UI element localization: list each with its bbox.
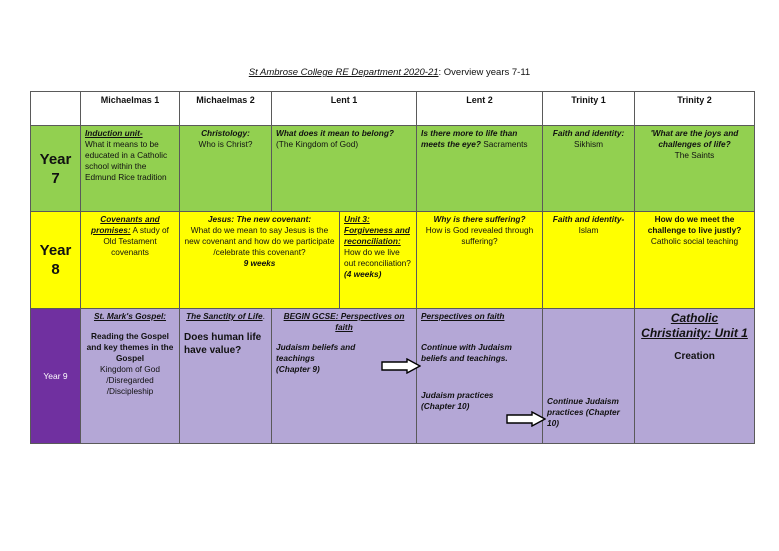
year-9-l2-text-a: Continue with Judaism beliefs and teachings. — [421, 342, 512, 363]
year-7-michaelmas-1 — [81, 126, 180, 212]
year-9-michaelmas-2 — [180, 309, 272, 444]
year-8-label-number: 8 — [51, 261, 60, 278]
year-9-l1-text-a: Judaism beliefs and teachings — [276, 342, 356, 363]
year-8-label-word: Year — [39, 242, 72, 259]
year-7-l1-title: What does it mean to belong? — [276, 128, 394, 138]
year-9-m1-title: St. Mark's Gospel: — [93, 311, 167, 321]
year-8-l1-weeks: (4 weeks) — [344, 269, 382, 279]
year-7-label — [31, 126, 81, 212]
document-title — [0, 67, 779, 79]
year-8-t1-title: Faith and identity- — [552, 214, 625, 224]
year-8-m2-title: Jesus: The new covenant: — [207, 214, 312, 224]
header-corner — [31, 92, 81, 126]
year-8-m2-weeks: 9 weeks — [243, 258, 276, 268]
overview-table — [30, 91, 755, 444]
header-trinity-2: Trinity 2 — [635, 92, 755, 126]
header-row — [31, 92, 755, 126]
year-7-label-word: Year — [39, 150, 72, 168]
year-8-l2-title: Why is there suffering? — [433, 214, 526, 224]
header-michaelmas-1: Michaelmas 1 — [81, 92, 180, 126]
year-7-m2-title: Christology: — [201, 128, 250, 138]
year-8-l1-title: Unit 3: Forgiveness and reconciliation: — [344, 214, 410, 246]
year-8-trinity-1 — [543, 212, 635, 309]
document-title-suffix: : Overview years 7-11 — [438, 67, 531, 78]
year-9-l2-title: Perspectives on faith — [421, 311, 505, 321]
year-8-t2-text: Catholic social teaching — [650, 236, 739, 246]
right-arrow-icon — [506, 411, 546, 427]
year-7-t2-title: 'What are the joys and challenges of life? — [650, 128, 739, 149]
year-9-lent-1 — [272, 309, 417, 444]
year-9-m2-title-dot: . — [262, 311, 265, 321]
year-7-l2-title: Is there more to life than meets the eye? — [421, 128, 518, 149]
year-9-row — [31, 309, 755, 444]
year-7-l1-text: (The Kingdom of God) — [276, 139, 359, 149]
year-9-l1-text-b: (Chapter 9) — [276, 364, 320, 374]
year-7-row — [31, 126, 755, 212]
year-8-row — [31, 212, 755, 309]
year-8-label — [31, 212, 81, 309]
year-7-m1-text: What it means to be educated in a Catholic school within the Edmund Rice tradition — [85, 139, 168, 182]
header-michaelmas-2: Michaelmas 2 — [180, 92, 272, 126]
year-8-lent-1 — [340, 212, 417, 309]
year-8-michaelmas-2 — [180, 212, 340, 309]
year-9-t2-text: Creation — [674, 351, 715, 362]
year-7-l2-text: Sacraments — [480, 139, 528, 149]
year-7-m1-title: Induction unit- — [85, 128, 143, 138]
year-7-trinity-2 — [635, 126, 755, 212]
year-8-t1-text: Islam — [578, 225, 599, 235]
year-9-m2-title: The Sanctity of Life — [186, 311, 263, 321]
year-7-t1-text: Sikhism — [573, 139, 604, 149]
right-arrow-icon — [381, 358, 421, 374]
year-7-t2-text: The Saints — [674, 150, 715, 160]
year-8-m1-text: A study of Old Testament covenants — [103, 225, 169, 257]
year-9-m1-text: Kingdom of God /Disregarded /Discipleship — [100, 364, 160, 396]
year-9-t1-text: Continue Judaism practices (Chapter 10) — [547, 396, 620, 428]
year-9-trinity-1 — [543, 309, 635, 444]
header-lent-2: Lent 2 — [417, 92, 543, 126]
year-8-l1-text: How do we live out reconciliation? — [344, 247, 411, 268]
year-8-michaelmas-1 — [81, 212, 180, 309]
year-8-t2-title: How do we meet the challenge to live justly? — [647, 214, 742, 235]
header-trinity-1: Trinity 1 — [543, 92, 635, 126]
header-lent-1: Lent 1 — [272, 92, 417, 126]
year-7-t1-title: Faith and identity: — [552, 128, 625, 138]
year-8-m1-title: Covenants and promises: — [91, 214, 160, 235]
year-9-l1-title: BEGIN GCSE: Perspectives on faith — [283, 311, 405, 332]
year-9-trinity-2 — [635, 309, 755, 444]
year-8-l2-text: How is God revealed through suffering? — [425, 225, 534, 246]
year-7-lent-1 — [272, 126, 417, 212]
year-9-m1-bold: Reading the Gospel and key themes in the Gospel — [86, 331, 174, 363]
year-7-m2-text: Who is Christ? — [198, 139, 253, 149]
year-9-michaelmas-1 — [81, 309, 180, 444]
year-7-label-number: 7 — [51, 169, 60, 187]
year-8-lent-2 — [417, 212, 543, 309]
year-7-trinity-1 — [543, 126, 635, 212]
year-9-l2-text-b: Judaism practices (Chapter 10) — [421, 390, 494, 411]
year-9-m2-text: Does human life have value? — [184, 332, 262, 356]
year-9-t2-title: Catholic Christianity: Unit 1 — [641, 311, 748, 340]
year-8-trinity-2 — [635, 212, 755, 309]
year-8-m2-text: What do we mean to say Jesus is the new covenant and how do we participate /celebrate this covenant? — [184, 225, 335, 257]
document-title-main: St Ambrose College RE Department 2020-21 — [248, 67, 439, 78]
year-7-michaelmas-2 — [180, 126, 272, 212]
year-9-label: Year 9 — [31, 309, 81, 444]
year-7-lent-2 — [417, 126, 543, 212]
